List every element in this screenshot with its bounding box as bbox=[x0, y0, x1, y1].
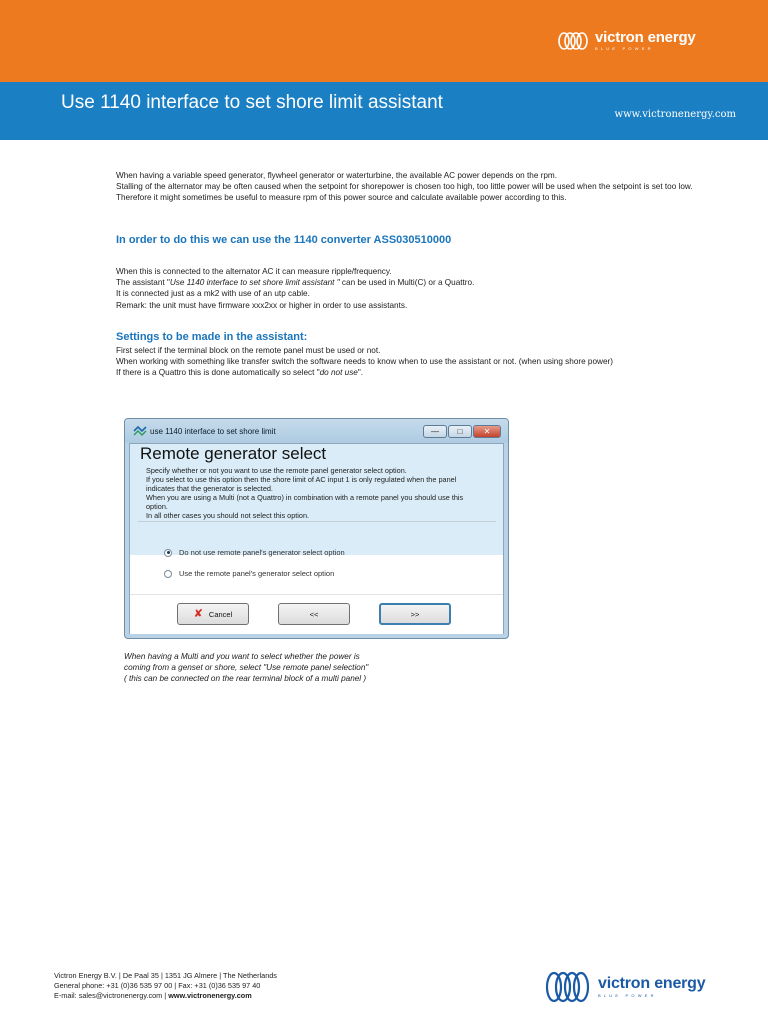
logo-brand-text: victron energy bbox=[598, 975, 706, 992]
converter-line: The assistant "Use 1140 interface to set shore limit assistant " can be used in Multi(C) or a Quattro. bbox=[116, 278, 475, 288]
cancel-button[interactable] bbox=[177, 603, 249, 625]
dialog-description-line: Specify whether or not you want to use the remote panel generator select option. bbox=[146, 466, 407, 475]
dialog-description-line: In all other cases you should not select this option. bbox=[146, 511, 310, 520]
settings-line: If there is a Quattro this is done automatically so select "do not use". bbox=[116, 368, 364, 378]
settings-paragraph bbox=[116, 345, 716, 379]
radio-selected[interactable] bbox=[164, 549, 172, 557]
option-group bbox=[138, 521, 496, 586]
minimize-button[interactable]: — bbox=[423, 425, 447, 438]
dialog-description-line: If you select to use this option then the shore limit of AC input 1 is only regulated when the panel indicates that the generator is selected. bbox=[146, 475, 457, 493]
dialog-caption bbox=[124, 651, 424, 685]
footer-website-link[interactable]: www.victronenergy.com bbox=[168, 991, 252, 1000]
footer-contact: E-mail: sales@victronenergy.com | www.victronenergy.com bbox=[54, 991, 252, 1000]
company-footer bbox=[54, 971, 277, 1001]
website-url: www.victronenergy.com bbox=[614, 109, 736, 120]
window-app-icon bbox=[133, 425, 147, 437]
section-heading-settings: Settings to be made in the assistant: bbox=[116, 331, 308, 343]
cancel-button-label: Cancel bbox=[208, 609, 233, 619]
logo-tagline-text: BLUE POWER bbox=[598, 993, 657, 998]
cancel-x-icon: ✘ bbox=[193, 607, 203, 620]
assistant-dialog-window bbox=[124, 418, 509, 639]
section-heading-converter: In order to do this we can use the 1140 converter ASS030510000 bbox=[116, 234, 452, 246]
dialog-titlebar bbox=[125, 419, 508, 443]
caption-line: When having a Multi and you want to select whether the power is bbox=[124, 652, 360, 661]
caption-line: coming from a genset or shore, select "Use remote panel selection" bbox=[124, 663, 369, 673]
dialog-description-line: When you are using a Multi (not a Quattro) in combination with a remote panel you should use this option. bbox=[146, 493, 464, 511]
victron-logo-icon bbox=[557, 31, 591, 51]
caption-line: ( this can be connected on the rear terminal block of a multi panel ) bbox=[124, 674, 367, 684]
converter-line: Remark: the unit must have firmware xxx2xx or higher in order to use assistants. bbox=[116, 300, 408, 310]
victron-logo-icon bbox=[544, 969, 594, 1005]
converter-line: When this is connected to the alternator AC it can measure ripple/frequency. bbox=[116, 267, 392, 276]
intro-line: When having a variable speed generator, flywheel generator or waterturbine, the available AC power depends on the rpm. bbox=[116, 171, 558, 180]
radio-option-label: Do not use remote panel's generator select option bbox=[179, 548, 345, 557]
dialog-heading: Remote generator select bbox=[140, 444, 327, 463]
footer-phone: General phone: +31 (0)36 535 97 00 | Fax: +31 (0)36 535 97 40 bbox=[54, 981, 261, 990]
dialog-button-bar bbox=[130, 594, 503, 634]
radio-unselected[interactable] bbox=[164, 570, 172, 578]
intro-line: Stalling of the alternator may be often caused when the setpoint for shorepower is chosen too high, too little power will be used when the setpoint is set too low. bbox=[116, 182, 693, 192]
intro-line: Therefore it might sometimes be useful to measure rpm of this power source and calculate available power according to this. bbox=[116, 193, 567, 203]
page-title: Use 1140 interface to set shore limit assistant bbox=[61, 92, 443, 113]
footer-address: Victron Energy B.V. | De Paal 35 | 1351 JG Almere | The Netherlands bbox=[54, 971, 277, 980]
settings-line: First select if the terminal block on the remote panel must be used or not. bbox=[116, 346, 381, 355]
victron-logo-footer bbox=[544, 969, 705, 1005]
dialog-client-area bbox=[129, 443, 504, 634]
dialog-description bbox=[146, 466, 481, 520]
radio-option-label: Use the remote panel's generator select option bbox=[179, 569, 335, 578]
radio-option-do-not-use[interactable] bbox=[164, 548, 345, 557]
converter-line: It is connected just as a mk2 with use of an utp cable. bbox=[116, 289, 310, 299]
logo-brand-text: victron energy bbox=[595, 29, 696, 46]
dialog-title: use 1140 interface to set shore limit bbox=[150, 427, 276, 436]
intro-paragraph bbox=[116, 170, 716, 204]
close-button[interactable]: ✕ bbox=[473, 425, 501, 438]
converter-paragraph bbox=[116, 266, 716, 311]
victron-logo-header bbox=[557, 30, 696, 51]
logo-tagline-text: BLUE POWER bbox=[595, 46, 654, 51]
radio-option-use-remote-panel[interactable] bbox=[164, 569, 334, 578]
maximize-button[interactable]: □ bbox=[448, 425, 472, 438]
next-button[interactable]: >> bbox=[379, 603, 451, 625]
back-button[interactable]: << bbox=[278, 603, 350, 625]
settings-line: When working with something like transfer switch the software needs to know when to use the assistant or not. (when using shore power) bbox=[116, 357, 613, 367]
